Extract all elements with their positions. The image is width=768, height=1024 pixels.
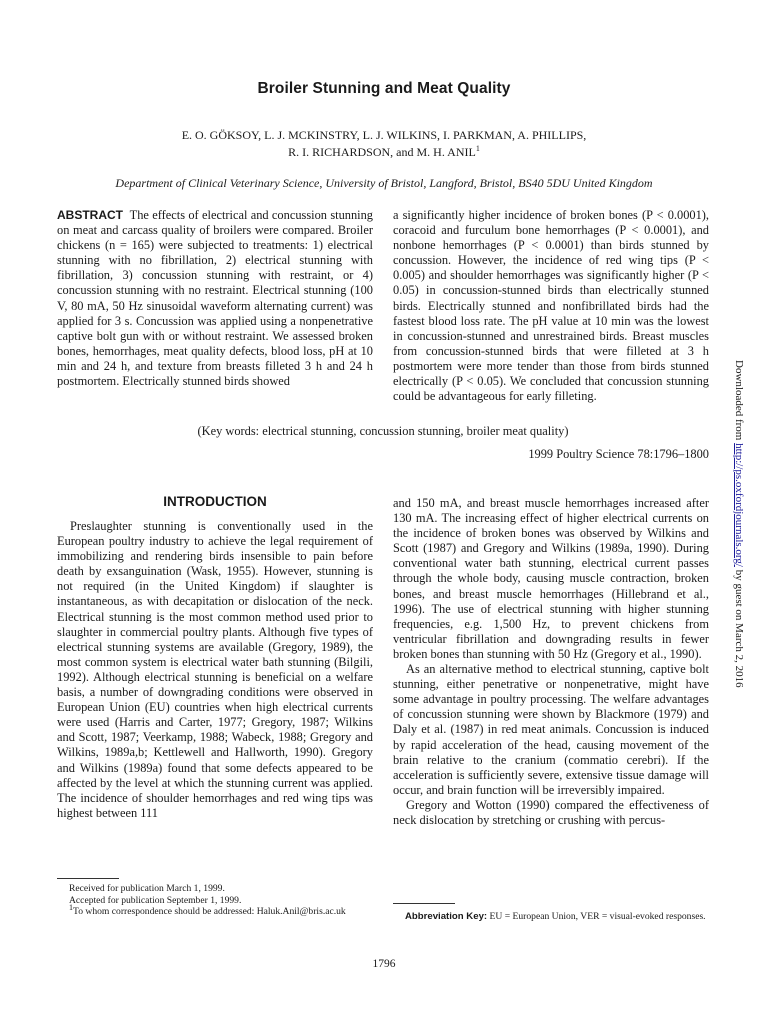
footnote-divider-left: [57, 878, 119, 879]
footnote-received: Received for publication March 1, 1999.: [69, 883, 225, 894]
authors-line-2: [60, 144, 708, 161]
introduction-heading: INTRODUCTION: [163, 494, 267, 509]
abbreviation-key: [393, 911, 709, 923]
authors-line-2-text: R. I. RICHARDSON, and M. H. ANIL: [288, 144, 476, 159]
abstract-heading: ABSTRACT: [57, 208, 123, 222]
page-number: 1796: [372, 958, 396, 970]
intro-paragraph-1: Preslaughter stunning is conventionally used in the European poultry industry to achieve the legal requirement of immobilizing and rendering birds insensible to pain before death by exsanguination (Wask, 1955). However, stunning is not required (in the United Kingdom) if slaughter is instantaneous, as with decapitation or dislocation of the neck. Electrical stunning is the most common method used prior to slaughter in commercial poultry plants. Although five types of electrical stunning systems are available (Gregory, 1989), the most common system is electrical water bath stunning (Bilgili, 1992). Although electrical stunning is beneficial on a welfare basis, a number of downgrading conditions were observed in European Union (EU) countries when high electrical currents were used (Harris and Carter, 1977; Gregory, 1987; Wilkins and Scott, 1987; Veerkamp, 1988; Wabeck, 1988; Gregory and Wilkins, 1989a,b; Kettlewell and Hallworth, 1990). Gregory and Wilkins (1989a) found that some defects appeared to be affected by the level at which the stunning current was applied. The incidence of shoulder hemorrhages and red wing tips was highest between 111: [57, 519, 373, 820]
footnotes: [57, 883, 373, 918]
keywords: (Key words: electrical stunning, concussion stunning, broiler meat quality): [197, 424, 569, 438]
download-stamp-link[interactable]: http://ps.oxfordjournals.org/: [733, 443, 745, 567]
footnote-marker: 1: [69, 902, 73, 912]
abbreviation-text: EU = European Union, VER = visual-evoked responses.: [489, 911, 706, 922]
abstract-text-right: a significantly higher incidence of broken bones (P < 0.0001), coracoid and furculum bone hemorrhages (P < 0.0001), and nonbone hemorrhages (P < 0.0001) than birds stunned by concussion. However, the incidence of red wing tips (P < 0.005) and shoulder hemorrhages was significantly higher (P < 0.05) in concussion-stunned birds than electrically stunned birds. Electrically stunned and nonfibrillated birds had the fastest blood loss rate. The pH value at 10 min was the lowest in concussion-stunned and unrestrained birds. Breast muscles from concussion-stunned birds that were filleted at 3 h postmortem were more tender than those from birds stunned electrically (P < 0.05). We concluded that concussion stunning could be advantageous for early filleting.: [393, 208, 709, 404]
abbreviation-label: Abbreviation Key:: [405, 911, 488, 922]
footnote-correspondence: [57, 902, 373, 918]
abstract-right-column: [393, 208, 709, 404]
footnote-divider-right: [393, 903, 455, 904]
download-stamp-prefix: Downloaded from: [733, 360, 745, 444]
affiliation: Department of Clinical Veterinary Science, University of Bristol, Langford, Bristol, BS40 5DU United Kingdom: [115, 176, 653, 190]
author-footnote-marker: 1: [475, 143, 480, 153]
authors-line-1: E. O. GÖKSOY, L. J. MCKINSTRY, L. J. WILKINS, I. PARKMAN, A. PHILLIPS,: [181, 128, 587, 142]
download-stamp: [733, 360, 745, 688]
author-list: [60, 127, 708, 160]
journal-citation: 1999 Poultry Science 78:1796–1800: [528, 447, 709, 461]
introduction-left-column: [57, 519, 373, 821]
footnote-accepted: Accepted for publication September 1, 1999.: [69, 894, 242, 906]
correspondence-text: To whom correspondence should be addressed: Haluk.Anil@bris.ac.uk: [73, 906, 346, 917]
download-stamp-suffix: by guest on March 2, 2016: [733, 566, 745, 688]
paper-title: Broiler Stunning and Meat Quality: [257, 80, 511, 97]
intro-paragraph-4: Gregory and Wotton (1990) compared the effectiveness of neck dislocation by stretching or crushing with percus-: [393, 797, 709, 827]
intro-paragraph-2: and 150 mA, and breast muscle hemorrhages increased after 130 mA. The increasing effect of higher electrical currents on the incidence of broken bones was observed by Wilkins and Scott (1987) and Gregory and Wilkins (1989a, 1990). During conventional water bath stunning, electrical current passes through the whole body, causing muscle contraction, broken bones, and breast muscle hemorrhages (Hillebrand et al., 1996). The use of electrical stunning with higher stunning frequencies, e.g. 1,500 Hz, to prevent chickens from ventricular fibrillation and downgrading results in fewer broken bones than stunning with 50 Hz (Gregory et al., 1990).: [393, 496, 709, 661]
abstract-left-column: [57, 208, 373, 389]
intro-paragraph-3: As an alternative method to electrical stunning, captive bolt stunning, either penetrative or nonpenetrative, might have some advantage in poultry processing. The welfare advantages of concussion stunning were shown by Blackmore (1979) and Daly et al. (1987) in red meat animals. Concussion is induced by rapid acceleration of the head, causing movement of the brain relative to the cranium (commatio cerebri). If the acceleration is sufficiently severe, extensive tissue damage will occur, and brain function will be irreversibly impaired.: [393, 662, 709, 797]
introduction-right-column: [393, 496, 709, 828]
abstract-text-left: The effects of electrical and concussion stunning on meat and carcass quality of broilers were compared. Broiler chickens (n = 165) were subjected to treatments: 1) electrical stunning with no fibrillation, 2) electrical stunning with fibrillation, 3) concussion stunning with restraint, or 4) concussion stunning with no restraint. Electrical stunning (100 V, 80 mA, 50 Hz sinusoidal waveform alternating current) was applied for 3 s. Concussion was applied using a nonpenetrative captive bolt gun with or without restraint. We assessed broken bones, hemorrhages, meat quality defects, blood loss, pH at 10 min and 24 h, and texture from breasts filleted 3 h and 24 h postmortem. Electrically stunned birds showed: [57, 208, 373, 389]
